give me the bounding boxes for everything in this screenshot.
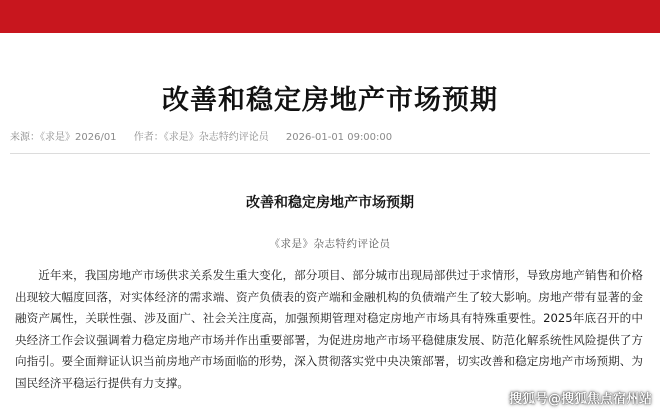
top-banner <box>0 0 660 33</box>
meta-source: 来源：《求是》2026/01 <box>10 132 117 143</box>
article-body <box>15 265 643 394</box>
article-paragraph: 近年来，我国房地产市场供求关系发生重大变化，部分项目、部分城市出现局部供过于求情形，导致房地产销售和价格出现较大幅度回落，对实体经济的需求端、资产负债表的资产端和金融机构的负债端产生了较大影响。房地产带有显著的金融资产属性，关联性强、涉及面广、社会关注度高，加强预期管理对稳定房地产市场具有特殊重要性。2025年底召开的中央经济工作会议强调着力稳定房地产市场并作出重要部署，为促进房地产市场平稳健康发展、防范化解系统性风险提供了方向指引。要全面辩证认识当前房地产市场面临的形势，深入贯彻落实党中央决策部署，切实改善和稳定房地产市场预期、为国民经济平稳运行提供有力支撑。 <box>15 268 643 390</box>
meta-author: 作者：《求是》杂志特约评论员 <box>133 132 269 143</box>
divider <box>10 153 650 154</box>
article-title: 改善和稳定房地产市场预期 <box>246 195 414 211</box>
article-meta <box>10 128 406 143</box>
meta-datetime: 2026-01-01 09:00:00 <box>285 132 393 143</box>
article-byline: 《求是》杂志特约评论员 <box>269 238 391 250</box>
watermark: 搜狐号@搜狐焦点宿州站 <box>508 392 652 407</box>
page-title: 改善和稳定房地产市场预期 <box>162 85 498 116</box>
